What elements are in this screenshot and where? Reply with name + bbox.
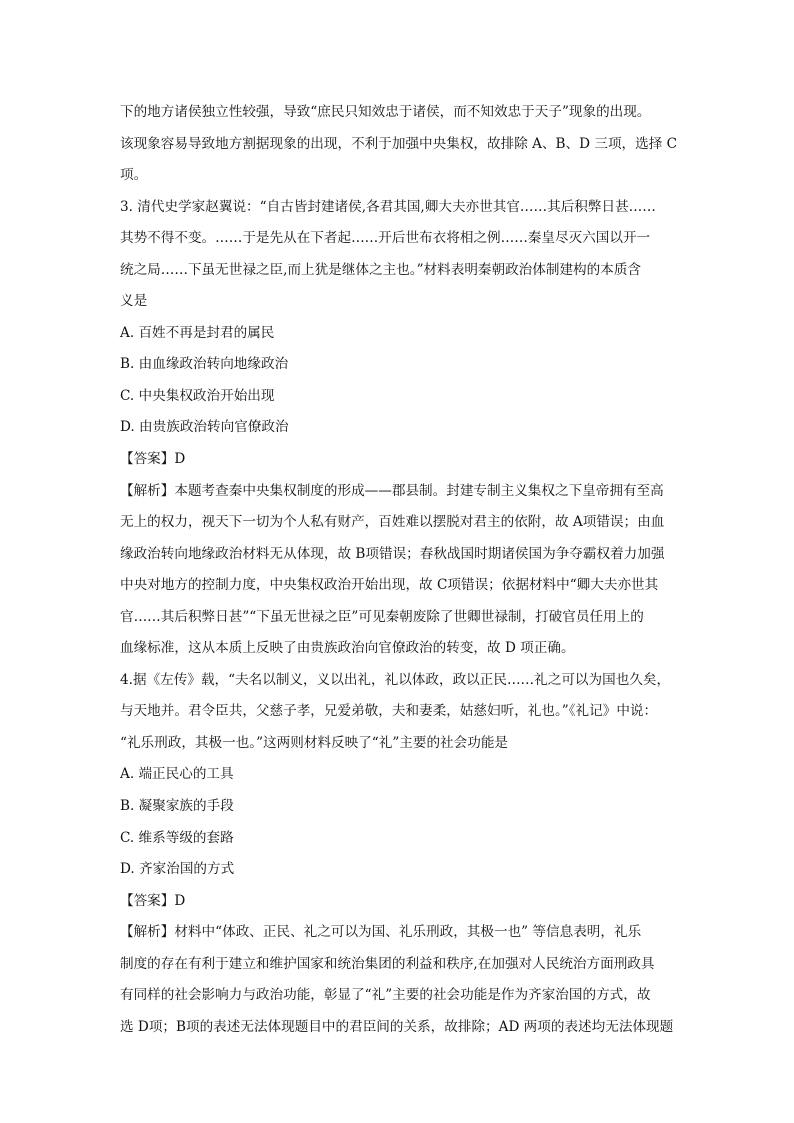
option-c: C. 维系等级的套路 bbox=[120, 829, 234, 846]
option-a: A. 端正民心的工具 bbox=[120, 766, 234, 783]
option-b: B. 凝聚家族的手段 bbox=[120, 798, 234, 815]
option-b: B. 由血缘政治转向地缘政治 bbox=[120, 356, 289, 373]
option-c: C. 中央集权政治开始出现 bbox=[120, 387, 275, 404]
option-a: A. 百姓不再是封君的属民 bbox=[120, 324, 275, 341]
text-line: “礼乐刑政，其极一也。”这两则材料反映了“礼”主要的社会功能是 bbox=[120, 734, 509, 751]
text-line: 义是 bbox=[120, 293, 148, 310]
text-line: 统之局……下虽无世禄之臣,而上犹是继体之主也。”材料表明秦朝政治体制建构的本质含 bbox=[120, 261, 642, 278]
text-line: 官……其后积弊日甚”“下虽无世禄之臣”可见秦朝废除了世卿世禄制，打破官员任用上的 bbox=[120, 608, 644, 625]
text-line: 无上的权力，视天下一切为个人私有财产，百姓难以摆脱对君主的依附，故 A项错误；由血 bbox=[120, 514, 665, 531]
option-d: D. 齐家治国的方式 bbox=[120, 861, 235, 878]
question-3-line: 3. 清代史学家赵翼说：“自古皆封建诸侯,各君其国,卿大夫亦世其官……其后积弊日甚…… bbox=[120, 198, 656, 215]
text-line: 有同样的社会影响力与政治功能，彰显了“礼”主要的社会功能是作为齐家治国的方式，故 bbox=[120, 987, 651, 1004]
text-line: 项。 bbox=[120, 167, 148, 184]
text-line: 与天地并。君令臣共，父慈子孝，兄爱弟敬，夫和妻柔，姑慈妇听，礼也。”《礼记》中说： bbox=[120, 703, 658, 720]
text-line: 该现象容易导致地方割据现象的出现，不利于加强中央集权，故排除 A、B、D 三项，选择 C bbox=[120, 135, 678, 152]
answer-label: 【答案】D bbox=[120, 451, 186, 468]
text-line: 血缘标准，这从本质上反映了由贵族政治向官僚政治的转变，故 D 项正确。 bbox=[120, 640, 575, 657]
option-d: D. 由贵族政治转向官僚政治 bbox=[120, 419, 289, 436]
text-line: 其势不得不变。……于是先从在下者起……开后世布衣将相之例……秦皇尽灭六国以开一 bbox=[120, 230, 651, 247]
text-line: 制度的存在有利于建立和维护国家和统治集团的利益和秩序,在加强对人民统治方面刑政具 bbox=[120, 955, 655, 972]
analysis-line: 【解析】材料中“体政、正民、礼之可以为国、礼乐刑政，其极一也” 等信息表明，礼乐 bbox=[120, 924, 642, 941]
analysis-line: 【解析】本题考查秦中央集权制度的形成——郡县制。封建专制主义集权之下皇帝拥有至高 bbox=[120, 482, 664, 499]
text-line: 选 D项；B项的表述无法体现题目中的君臣间的关系，故排除；AD 两项的表述均无法体现题 bbox=[120, 1018, 674, 1035]
text-line: 缘政治转向地缘政治材料无从体现，故 B项错误；春秋战国时期诸侯国为争夺霸权着力加强 bbox=[120, 545, 665, 562]
question-4-line: 4.据《左传》载，“夫名以制义，义以出礼，礼以体政，政以正民……礼之可以为国也久矣， bbox=[120, 671, 671, 688]
text-line: 下的地方诸侯独立性较强，导致“庶民只知效忠于诸侯，而不知效忠于天子”现象的出现。 bbox=[120, 104, 651, 120]
document-body bbox=[120, 97, 680, 1043]
text-line: 中央对地方的控制力度，中央集权政治开始出现，故 C项错误；依据材料中“卿大夫亦世其 bbox=[120, 577, 659, 594]
answer-label: 【答案】D bbox=[120, 892, 186, 909]
